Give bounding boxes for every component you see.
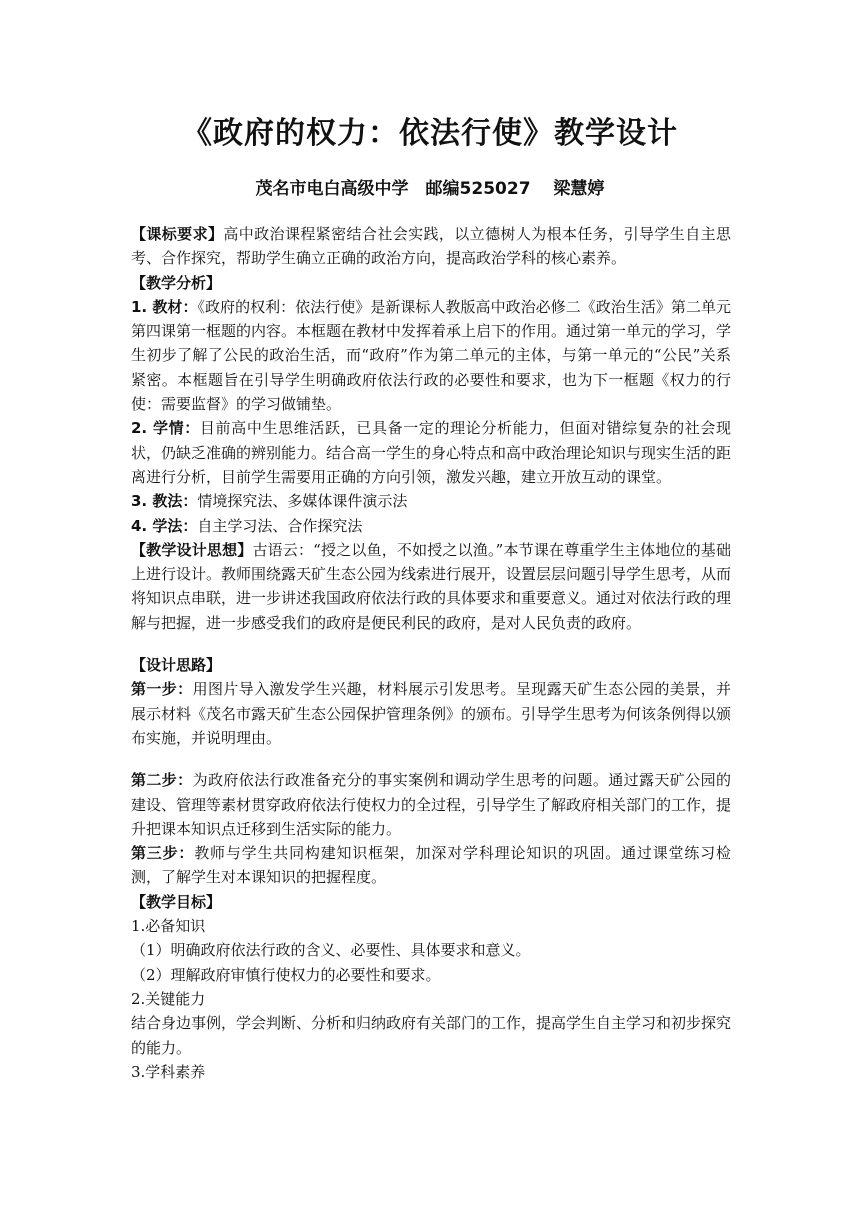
analysis-method-text: 情境探究法、多媒体课件演示法 <box>197 492 408 511</box>
step-two-text: 为政府依法行政准备充分的事实案例和调动学生思考的问题。通过露天矿公园的建设、管理等素材贯穿政府依法行使权力的全过程，引导学生了解政府相关部门的工作，提升把课本知识点迁移到生活实际的能力。 <box>131 771 732 838</box>
step-three-label: 第三步： <box>131 844 195 863</box>
step-one-paragraph <box>131 677 731 750</box>
analysis-learning-text: 自主学习法、合作探究法 <box>197 516 363 535</box>
analysis-method-paragraph <box>131 489 731 513</box>
design-idea-label: 【教学设计思想】 <box>131 540 253 559</box>
step-one-text: 用图片导入激发学生兴趣，材料展示引发思考。呈现露天矿生态公园的美景，并展示材料《茂名市露天矿生态公园保护管理条例》的颁布。引导学生思考为何该条例得以颁布实施，并说明理由。 <box>131 680 732 747</box>
teaching-analysis-heading: 【教学分析】 <box>131 273 222 292</box>
step-three-paragraph <box>131 841 731 890</box>
step-one-label: 第一步： <box>131 680 193 699</box>
document-body <box>131 222 731 1084</box>
step-two-paragraph <box>131 768 731 841</box>
step-two-label: 第二步： <box>131 771 193 790</box>
author-line: 茂名市电白高级中学 邮编525027 梁慧婷 <box>255 179 605 199</box>
design-approach-heading: 【设计思路】 <box>131 656 222 675</box>
analysis-method-label: 3. 教法： <box>131 492 198 511</box>
analysis-students-paragraph <box>131 416 731 489</box>
analysis-textbook-label: 1. 教材： <box>131 297 198 316</box>
design-idea-text: 古语云：“授之以鱼，不如授之以渔。”本节课在尊重学生主体地位的基础上进行设计。教师围绕露天矿生态公园为线索进行展开，设置层层问题引导学生思考，从而将知识点串联，进一步讲述我国政府依法行政的具体要求和重要意义。通过对依法行政的理解与把握，进一步感受我们的政府是便民利民的政府，是对人民负责的政府。 <box>131 540 732 632</box>
step-three-text: 教师与学生共同构建知识框架，加深对学科理论知识的巩固。通过课堂练习检测，了解学生对本课知识的把握程度。 <box>131 844 731 887</box>
curriculum-requirement-label: 【课标要求】 <box>131 225 224 243</box>
teaching-goals-heading: 【教学目标】 <box>131 892 222 911</box>
document-title: 《政府的权力：依法行使》教学设计 <box>182 116 678 151</box>
goal-knowledge-heading: 1.必备知识 <box>131 917 206 936</box>
analysis-learning-label: 4. 学法： <box>131 516 198 535</box>
goal-ability-text: 结合身边事例，学会判断、分析和归纳政府有关部门的工作，提高学生自主学习和初步探究的能力。 <box>131 1014 732 1057</box>
analysis-textbook-paragraph <box>131 295 731 416</box>
goal-knowledge-item-1: （1）明确政府依法行政的含义、必要性、具体要求和意义。 <box>131 941 531 960</box>
analysis-learning-paragraph <box>131 514 731 538</box>
goal-knowledge-item-2: （2）理解政府审慎行使权力的必要性和要求。 <box>131 965 441 984</box>
analysis-textbook-text: 《政府的权利：依法行使》是新课标人教版高中政治必修二《政治生活》第二单元第四课第一框题的内容。本框题在教材中发挥着承上启下的作用。通过第一单元的学习，学生初步了解了公民的政治生活，而“政府”作为第二单元的主体，与第一单元的“公民”关系紧密。本框题旨在引导学生明确政府依法行政的必要性和要求，也为下一框题《权力的行使：需要监督》的学习做铺垫。 <box>131 297 732 414</box>
curriculum-requirement-text: 高中政治课程紧密结合社会实践，以立德树人为根本任务，引导学生自主思考、合作探究，帮助学生确立正确的政治方向，提高政治学科的核心素养。 <box>131 225 731 268</box>
goal-ability-heading: 2.关键能力 <box>131 989 206 1008</box>
analysis-students-label: 2. 学情： <box>131 419 200 438</box>
curriculum-requirement-paragraph <box>131 222 731 271</box>
design-idea-paragraph <box>131 538 731 635</box>
goal-literacy-heading: 3.学科素养 <box>131 1062 206 1081</box>
analysis-students-text: 目前高中生思维活跃，已具备一定的理论分析能力，但面对错综复杂的社会现状，仍缺乏准确的辨别能力。结合高一学生的身心特点和高中政治理论知识与现实生活的距离进行分析，目前学生需要用正确的方向引领，激发兴趣，建立开放互动的课堂。 <box>131 419 732 486</box>
